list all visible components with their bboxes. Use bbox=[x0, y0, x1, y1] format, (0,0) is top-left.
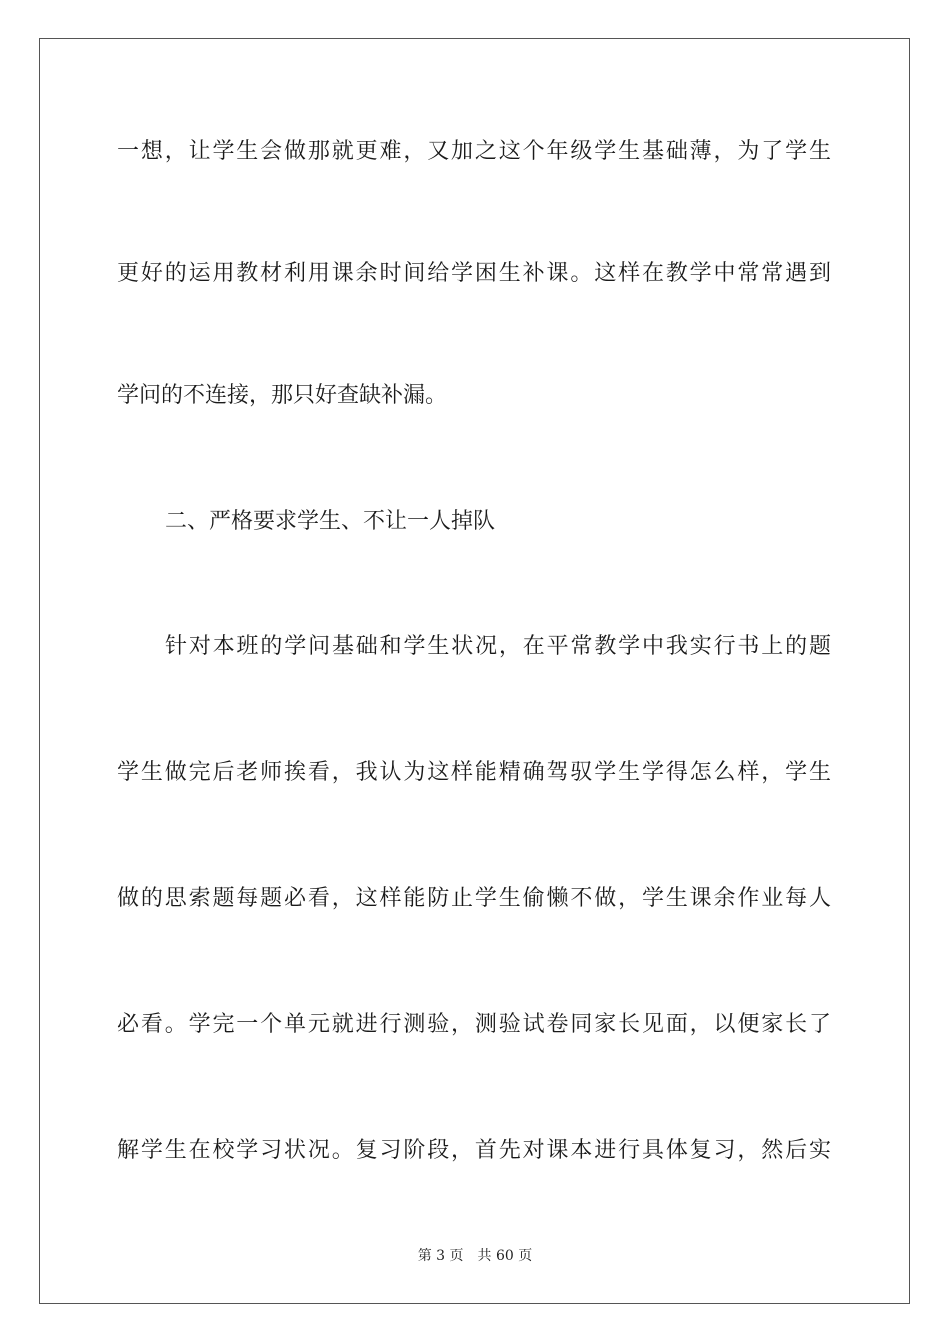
section-heading: 二、严格要求学生、不让一人掉队 bbox=[165, 509, 496, 534]
paragraph-line: 必看。学完一个单元就进行测验，测验试卷同家长见面，以便家长了 bbox=[117, 1012, 831, 1037]
paragraph-line: 学问的不连接，那只好查缺补漏。 bbox=[117, 383, 448, 408]
page-footer bbox=[0, 1247, 950, 1265]
paragraph-line: 一想，让学生会做那就更难，又加之这个年级学生基础薄，为了学生 bbox=[117, 139, 831, 164]
paragraph-line: 针对本班的学问基础和学生状况，在平常教学中我实行书上的题 bbox=[165, 634, 831, 659]
page-border bbox=[39, 38, 910, 1304]
paragraph-line: 更好的运用教材利用课余时间给学困生补课。这样在教学中常常遇到 bbox=[117, 261, 831, 286]
paragraph-line: 解学生在校学习状况。复习阶段，首先对课本进行具体复习，然后实 bbox=[117, 1138, 831, 1163]
page-number: 第 3 页 bbox=[417, 1248, 464, 1264]
paragraph-line: 做的思索题每题必看，这样能防止学生偷懒不做，学生课余作业每人 bbox=[117, 886, 831, 911]
page-total: 共 60 页 bbox=[477, 1248, 533, 1264]
paragraph-line: 学生做完后老师挨看，我认为这样能精确驾驭学生学得怎么样，学生 bbox=[117, 760, 831, 785]
